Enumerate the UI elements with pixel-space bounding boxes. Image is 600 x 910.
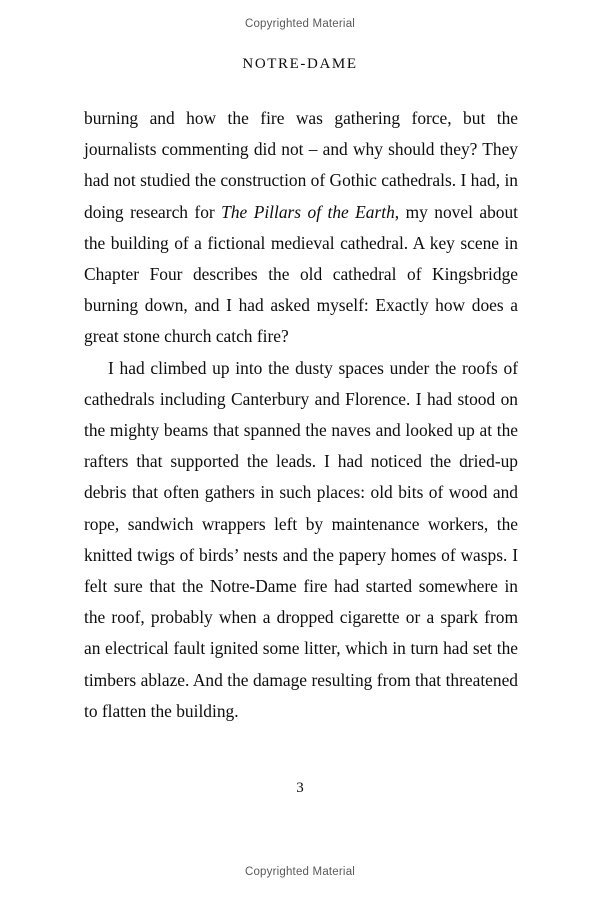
running-head: NOTRE-DAME: [242, 56, 358, 72]
paragraph: [84, 103, 518, 353]
copyright-watermark-bottom: Copyrighted Material: [244, 866, 356, 878]
text-run: , my novel about the building of a fictional medieval cathedral. A key scene in Chapter Four describes the old cathedral of Kingsbridge burning down, and I had asked myself: Exactly how does a great stone church catch fire?: [84, 201, 518, 347]
paragraph: [84, 353, 518, 727]
italic-title: The Pillars of the Earth: [221, 201, 395, 222]
text-run: burning and how the fire was gathering force, but the journalists commenting did not – and why should they? They had not studied the construction of Gothic cathedrals. I had, in doing research for: [84, 108, 518, 222]
text-run: I had climbed up into the dusty spaces under the roofs of cathedrals including Canterbury and Florence. I had stood on the mighty beams that spanned the naves and looked up at the rafters that supported the leads. I had noticed the dried-up debris that often gathers in such places: old bits of wood and rope, sandwich wrappers left by maintenance workers, the knitted twigs of birds’ nests and the papery homes of wasps. I felt sure that the Notre-Dame fire had started somewhere in the roof, probably when a dropped cigarette or a spark from an electrical fault ignited some litter, which in turn had set the timbers ablaze. And the damage resulting from that threatened to flatten the building.: [84, 357, 518, 721]
copyright-watermark-top: Copyrighted Material: [244, 18, 356, 30]
page-number: 3: [296, 780, 304, 796]
body-text: [84, 103, 518, 727]
